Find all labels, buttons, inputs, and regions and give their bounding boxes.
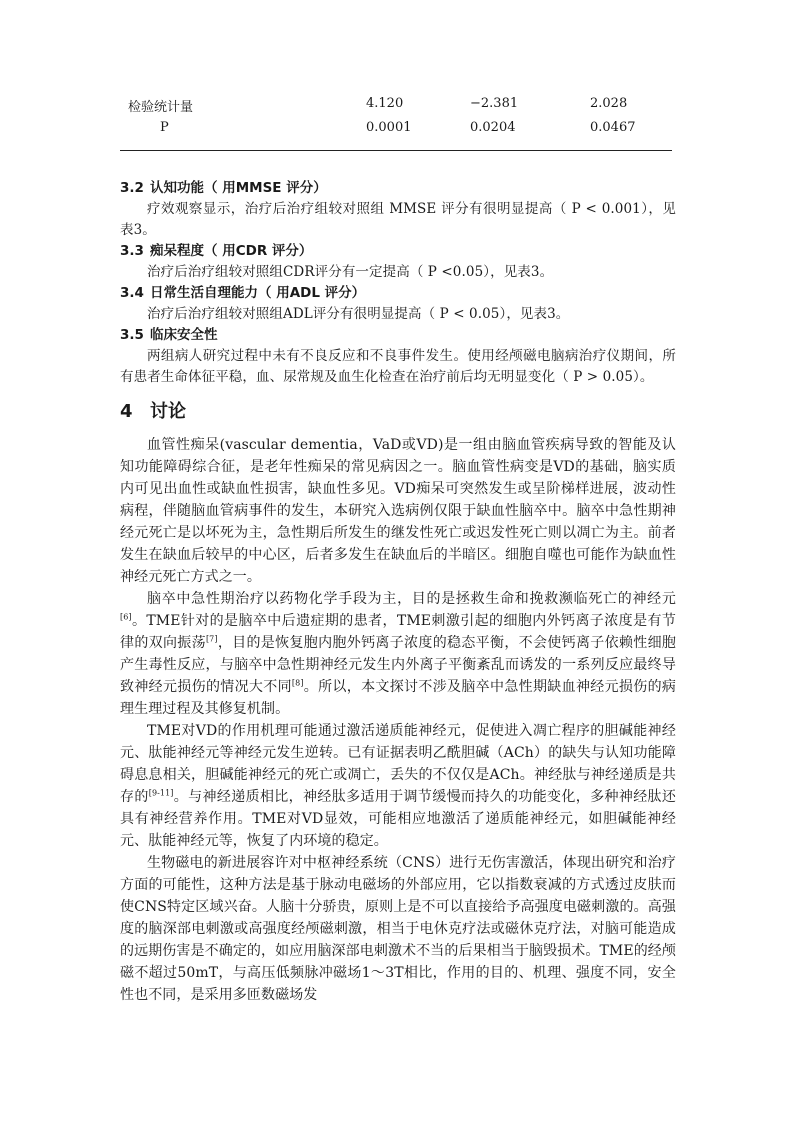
table-cell: 检验统计量	[128, 100, 194, 115]
table-cell: 0.0467	[590, 120, 636, 135]
article-body	[120, 178, 676, 1006]
section-heading: 3.5 临床安全性	[120, 327, 218, 343]
table-row	[120, 120, 672, 144]
paragraph: TME对VD的作用机理可能通过激活递质能神经元，促使进入凋亡程序的胆碱能神经元、肽能神经元等神经元发生逆转。已有证据表明乙酰胆碱（ACh）的缺失与认知功能障碍息息相关，胆碱能神经元的死亡或凋亡，丢失的不仅仅是ACh。神经肽与神经递质是共存的[9-11]。与神经递质相比，神经肽多适用于调节缓慢而持久的功能变化，多种神经肽还具有神经营养作用。TME对VD显效，可能相应地激活了递质能神经元，如胆碱能神经元、肽能神经元等，恢复了内环境的稳定。	[120, 723, 677, 849]
paragraph: 血管性痴呆(vascular dementia，VaD或VD)是一组由脑血管疾病导致的智能及认知功能障碍综合征，是老年性痴呆的常见病因之一。脑血管性病变是VD的基础，脑实质内可见出血性或缺血性损害，缺血性多见。VD痴呆可突然发生或呈阶梯样进展，波动性病程，伴随脑血管病事件的发生，本研究入选病例仅限于缺血性脑卒中。脑卒中急性期神经元死亡是以坏死为主，急性期后所发生的继发性死亡或迟发性死亡则以凋亡为主。前者发生在缺血后较早的中心区，后者多发生在缺血后的半暗区。细胞自噬也可能作为缺血性神经元死亡方式之一。	[120, 437, 676, 585]
citation-ref: [6]	[120, 612, 132, 622]
citation-ref: [9-11]	[148, 788, 174, 798]
paragraph: 两组病人研究过程中未有不良反应和不良事件发生。使用经颅磁电脑病治疗仪期间，所有患者生命体征平稳，血、尿常规及血生化检查在治疗前后均无明显变化（ P > 0.05）。	[120, 348, 676, 385]
section-heading: 3.3 痴呆程度（ 用CDR 评分）	[120, 243, 313, 259]
table-cell: 0.0204	[470, 120, 516, 135]
paragraph: 生物磁电的新进展容许对中枢神经系统（CNS）进行无伤害激活，体现出研究和治疗方面的可能性，这种方法是基于脉动电磁场的外部应用，它以指数衰减的方式透过皮肤而使CNS特定区域兴奋。人脑十分骄贵，原则上是不可以直接给予高强度电磁刺激的。高强度的脑深部电刺激或高强度经颅磁刺激，相当于电休克疗法或磁休克疗法，对脑可能造成的远期伤害是不确定的，如应用脑深部电刺激术不当的后果相当于脑毁损术。TME的经颅磁不超过50mT，与高压低频脉冲磁场1～3T相比，作用的目的、机理、强度不同，安全性也不同，是采用多匝数磁场发	[120, 855, 676, 1003]
discussion-heading: 4 讨论	[120, 401, 186, 422]
paragraph: 治疗后治疗组较对照组CDR评分有一定提高（ P <0.05），见表3。	[147, 264, 554, 280]
table-cell: 2.028	[590, 96, 628, 111]
table-cell: −2.381	[470, 96, 519, 111]
citation-ref: [8]	[291, 678, 304, 688]
section-heading: 3.4 日常生活自理能力（ 用ADL 评分）	[120, 285, 366, 301]
table-cell: 4.120	[366, 96, 404, 111]
paragraph: 脑卒中急性期治疗以药物化学手段为主，目的是拯救生命和挽救濒临死亡的神经元[6]。TME针对的是脑卒中后遗症期的患者，TME刺激引起的细胞内外钙离子浓度是有节律的双向振荡[7]，目的是恢复胞内胞外钙离子浓度的稳态平衡，不会使钙离子依赖性细胞产生毒性反应，与脑卒中急性期神经元发生内外离子平衡紊乱而诱发的一系列反应最终导致神经元损伤的情况大不同[8]。所以，本文探讨不涉及脑卒中急性期缺血神经元损伤的病理生理过程及其修复机制。	[120, 591, 676, 717]
table-bottom-rule	[120, 150, 672, 151]
paragraph: 治疗后治疗组较对照组ADL评分有很明显提高（ P < 0.05），见表3。	[147, 306, 570, 322]
stats-table-fragment	[120, 96, 672, 144]
table-cell: P	[160, 120, 169, 135]
paragraph: 疗效观察显示，治疗后治疗组较对照组 MMSE 评分有很明显提高（ P < 0.001），见表3。	[120, 201, 676, 238]
table-cell: 0.0001	[366, 120, 412, 135]
citation-ref: [7]	[205, 634, 218, 644]
table-row	[120, 96, 672, 120]
discussion-section	[120, 434, 676, 1006]
section-heading: 3.2 认知功能（ 用MMSE 评分）	[120, 180, 327, 196]
